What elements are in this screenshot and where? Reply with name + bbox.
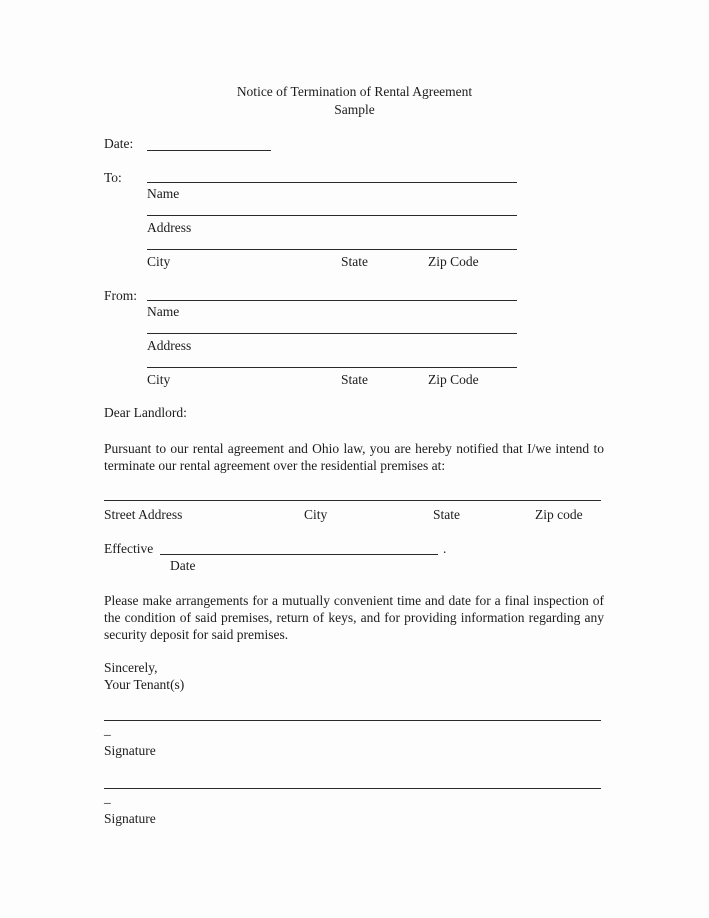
effective-label: Effective bbox=[104, 541, 154, 556]
to-zip-caption: Zip Code bbox=[428, 254, 479, 269]
effective-period: . bbox=[443, 541, 447, 556]
to-state-caption: State bbox=[341, 254, 368, 269]
signature-line-1[interactable] bbox=[104, 720, 601, 721]
from-address-field[interactable] bbox=[147, 333, 517, 334]
closing-sincerely: Sincerely, bbox=[104, 660, 158, 675]
notice-paragraph: Pursuant to our rental agreement and Ohio law, you are hereby notified that I/we intend to terminate our rental agreement over the residential premises at: bbox=[104, 441, 604, 473]
to-name-field[interactable] bbox=[147, 182, 517, 183]
from-city-state-zip-field[interactable] bbox=[147, 367, 517, 368]
from-state-caption: State bbox=[341, 372, 368, 387]
from-zip-caption: Zip Code bbox=[428, 372, 479, 387]
to-city-state-zip-field[interactable] bbox=[147, 249, 517, 250]
salutation: Dear Landlord: bbox=[104, 405, 187, 420]
from-label: From: bbox=[104, 288, 138, 303]
signature-caption-2: Signature bbox=[104, 811, 156, 826]
to-city-caption: City bbox=[147, 254, 171, 269]
date-label: Date: bbox=[104, 136, 134, 151]
premises-state-caption: State bbox=[433, 507, 460, 522]
from-address-caption: Address bbox=[147, 338, 192, 353]
premises-zip-caption: Zip code bbox=[535, 507, 583, 522]
to-address-field[interactable] bbox=[147, 215, 517, 216]
premises-address-field[interactable] bbox=[104, 500, 601, 501]
from-name-caption: Name bbox=[147, 304, 180, 319]
signature-caption-1: Signature bbox=[104, 743, 156, 758]
signature-underscore-1: _ bbox=[104, 722, 111, 737]
effective-date-caption: Date bbox=[170, 558, 196, 573]
from-name-field[interactable] bbox=[147, 300, 517, 301]
signature-underscore-2: _ bbox=[104, 790, 111, 805]
closing-tenant: Your Tenant(s) bbox=[104, 677, 185, 692]
to-label: To: bbox=[104, 170, 122, 185]
date-field[interactable] bbox=[147, 150, 271, 151]
document-title: Notice of Termination of Rental Agreement bbox=[236, 84, 473, 99]
document-subtitle: Sample bbox=[334, 102, 375, 117]
premises-city-caption: City bbox=[304, 507, 328, 522]
effective-date-field[interactable] bbox=[160, 554, 438, 555]
to-address-caption: Address bbox=[147, 220, 192, 235]
to-name-caption: Name bbox=[147, 186, 180, 201]
signature-line-2[interactable] bbox=[104, 788, 601, 789]
arrangements-paragraph: Please make arrangements for a mutually convenient time and date for a final inspection of the condition of said premises, return of keys, and for providing information regarding any security deposit for said premises. bbox=[104, 593, 604, 642]
street-address-caption: Street Address bbox=[104, 507, 183, 522]
from-city-caption: City bbox=[147, 372, 171, 387]
